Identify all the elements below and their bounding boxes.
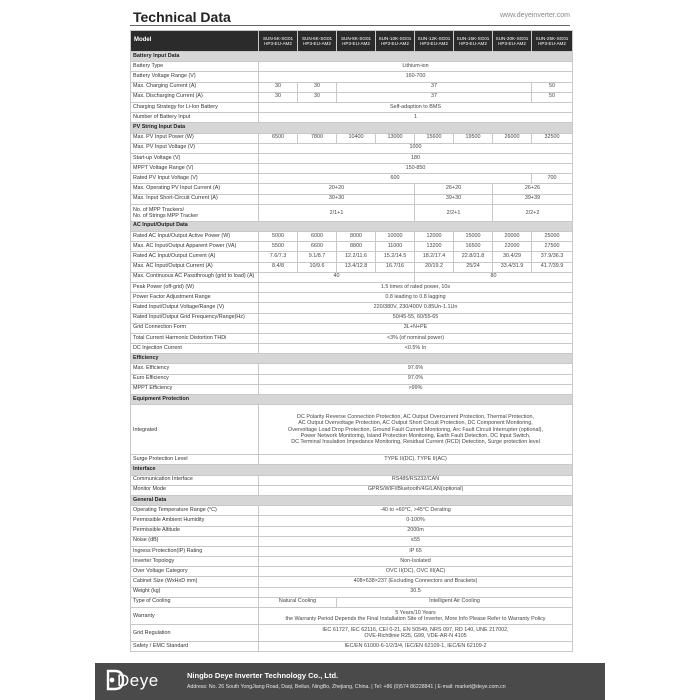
website-url[interactable]: www.deyeinverter.com [499,12,570,19]
section-title: AC Input/Output Data [131,221,573,231]
spec-value: 10000 [376,232,415,242]
section-title: PV String Input Data [131,123,573,133]
model-name: SUN-15K-SG01 HP3-EU-AM2 [454,31,493,52]
spec-label: Over Voltage Category [131,567,259,577]
spec-row [131,536,573,546]
spec-value: >99% [259,384,573,394]
spec-label: Surge Protection Level [131,455,259,465]
spec-value: 37 [337,92,532,102]
spec-value: 20+20 [259,184,415,194]
spec-value: 22.8/21.8 [454,252,493,262]
spec-label: Number of Battery Input [131,113,259,123]
spec-value: 30 [298,92,337,102]
spec-row [131,293,573,303]
spec-label: MPPT Voltage Range (V) [131,164,259,174]
spec-value: 7.6/7.3 [259,252,298,262]
model-header-row [131,31,573,52]
spec-value: 25000 [532,232,573,242]
spec-label: Max. Efficiency [131,364,259,374]
spec-value: 80 [415,272,573,282]
spec-value: 6500 [259,133,298,143]
spec-value: 2/1+1 [259,204,415,221]
spec-row [131,303,573,313]
spec-value: 700 [532,174,573,184]
spec-value: DC Polarity Reverse Connection Protection, AC Output Overcurrent Protection, Thermal Protection, AC Output Overvoltage Protection, AC Output Short Circuit Protection, DC Component Monitoring, Overvoltage Load Drop Protection, Ground Fault Current Monitoring, Arc Fault Circuit Interrupter (optional), Power Network Monitoring, Island Protection Monitoring, Earth Fault Detection, DC Input Switch, DC Terminal Insulation Impedance Monitoring, Residual Current (RCD) Detection, Surge protection level [259,405,573,455]
spec-value: 2/2+2 [493,204,573,221]
spec-value: 22000 [493,242,532,252]
spec-label: Max. Discharging Current (A) [131,92,259,102]
spec-label: Max. AC Input/Output Current (A) [131,262,259,272]
model-name: SUN-8K-SG01 HP3-EU-AM2 [337,31,376,52]
model-header-label: Model [131,31,259,52]
section-title: Efficiency [131,354,573,364]
spec-row [131,174,573,184]
spec-value: IP 65 [259,546,573,556]
spec-label: Euro Efficiency [131,374,259,384]
spec-value: 8.4/8 [259,262,298,272]
spec-value: TYPE II(DC), TYPE II(AC) [259,455,573,465]
spec-value: RS485/RS232/CAN [259,475,573,485]
spec-label: Total Current Harmonic Distortion THDi [131,333,259,343]
spec-value: 2000m [259,526,573,536]
section-header-row [131,465,573,475]
spec-value: 39+39 [493,194,573,204]
spec-label: Start-up Voltage (V) [131,153,259,163]
spec-value: 8000 [337,232,376,242]
spec-row [131,62,573,72]
spec-label: Peak Power (off-grid) (W) [131,282,259,292]
spec-label: Grid Connection Form [131,323,259,333]
spec-value: 9.1/8.7 [298,252,337,262]
spec-value: 50 [532,82,573,92]
spec-value: 180 [259,153,573,163]
spec-label: Grid Regulation [131,625,259,642]
spec-row [131,252,573,262]
spec-value: 13.4/12.8 [337,262,376,272]
spec-label: Rated PV Input Voltage (V) [131,174,259,184]
spec-row [131,282,573,292]
spec-row [131,506,573,516]
spec-row [131,82,573,92]
spec-label: Battery Voltage Range (V) [131,72,259,82]
spec-value: 27500 [532,242,573,252]
spec-label: Rated AC Input/Output Active Power (W) [131,232,259,242]
spec-value: 20000 [493,232,532,242]
spec-row [131,204,573,221]
spec-value: 39+30 [415,194,493,204]
section-header-row [131,123,573,133]
spec-value: 8800 [337,242,376,252]
spec-row [131,475,573,485]
spec-value: 11000 [376,242,415,252]
spec-value: 12.2/11.6 [337,252,376,262]
model-name: SUN-20K-SG01 HP3-EU-AM2 [493,31,532,52]
technical-data-table [130,30,573,652]
model-name: SUN-10K-SG01 HP3-EU-AM2 [376,31,415,52]
spec-value: 600 [259,174,532,184]
spec-row [131,262,573,272]
spec-value: 26000 [493,133,532,143]
spec-value: 0.8 leading to 0.8 lagging [259,293,573,303]
spec-value: 41.7/39.9 [532,262,573,272]
spec-value: 97.0% [259,374,573,384]
spec-value: 30.5 [259,587,573,597]
spec-row [131,567,573,577]
spec-value: 20/19.2 [415,262,454,272]
spec-label: Cabinet Size (WxHxD mm) [131,577,259,587]
spec-value: 1000 [259,143,573,153]
spec-value: 5500 [259,242,298,252]
spec-row [131,526,573,536]
spec-row [131,485,573,495]
spec-row [131,405,573,455]
spec-value: OVC II(DC), OVC III(AC) [259,567,573,577]
section-title: Battery Input Data [131,52,573,62]
page-title: Technical Data [133,9,231,25]
spec-label: Battery Type [131,62,259,72]
company-address: Address: No. 26 South YongJiang Road, Daqi, Beilun, NingBo, Zhejiang, China. | Tel: +86 (0)574 86228841 | E-mail: market@deye.com.cn [187,684,506,690]
spec-value: IEC 61727, IEC 62116, CEI 0-21, EN 50549, NRS 097, RD 140, UNE 217002, OVE-Richtlinie R25, G99, VDE-AR-N 4105 [259,625,573,642]
deye-logo-text: Deye [117,671,159,690]
spec-value: Self-adaption to BMS [259,102,573,112]
spec-value: 3L+N+PE [259,323,573,333]
spec-value: 5 Years/10 Years the Warranty Period Depends the Final Installation Site of Inverter, More Info Please Refer to Warranty Policy [259,608,573,625]
spec-row [131,143,573,153]
spec-value: 150-850 [259,164,573,174]
spec-value: 408×638×237 (Excluding Connectors and Brackets) [259,577,573,587]
company-footer [95,663,605,700]
section-header-row [131,52,573,62]
spec-row [131,272,573,282]
spec-value: IEC/EN 61000-6-1/2/3/4, IEC/EN 62109-1, IEC/EN 62109-2 [259,642,573,652]
spec-value: 10400 [337,133,376,143]
spec-row [131,242,573,252]
spec-row [131,164,573,174]
spec-value: Lithium-ion [259,62,573,72]
spec-value: 50 [532,92,573,102]
spec-row [131,516,573,526]
section-title: Equipment Protection [131,395,573,405]
spec-label: Max. AC Input/Output Apparent Power (VA) [131,242,259,252]
spec-value: 37.9/36.3 [532,252,573,262]
company-name: Ningbo Deye Inverter Technology Co., Ltd. [187,671,339,680]
section-header-row [131,221,573,231]
spec-label: DC Injection Current [131,344,259,354]
spec-value: 50/45-55, 60/55-65 [259,313,573,323]
spec-value: 15600 [415,133,454,143]
spec-value: GPRS/WIFI/Bluetooth/4G/LAN(optional) [259,485,573,495]
spec-value: <0.5% In [259,344,573,354]
spec-label: Monitor Mode [131,485,259,495]
spec-row [131,232,573,242]
spec-label: Max. PV Input Voltage (V) [131,143,259,153]
spec-label: Power Factor Adjustment Range [131,293,259,303]
spec-row [131,374,573,384]
spec-table-body [131,52,573,652]
spec-row [131,608,573,625]
spec-row [131,546,573,556]
spec-value: 13000 [376,133,415,143]
spec-row [131,642,573,652]
spec-value: 6600 [298,242,337,252]
spec-label: Communication Interface [131,475,259,485]
spec-value: 2/2+1 [415,204,493,221]
spec-label: Max. Input Short-Circuit Current (A) [131,194,259,204]
spec-value: 16500 [454,242,493,252]
spec-label: Max. Continuous AC Passthrough (grid to load) (A) [131,272,259,282]
spec-label: Max. PV Input Power (W) [131,133,259,143]
spec-label: Safety / EMC Standard [131,642,259,652]
spec-value: Natural Cooling [259,597,337,607]
section-header-row [131,354,573,364]
spec-row [131,455,573,465]
spec-row [131,72,573,82]
spec-label: Max. Operating PV Input Current (A) [131,184,259,194]
header-divider [130,25,570,26]
spec-value: 7800 [298,133,337,143]
spec-value: 37 [337,82,532,92]
spec-label: Charging Strategy for Li-Ion Battery [131,102,259,112]
spec-value: 1 [259,113,573,123]
model-name: SUN-12K-SG01 HP3-EU-AM2 [415,31,454,52]
spec-value: 10/9.6 [298,262,337,272]
spec-row [131,344,573,354]
spec-value: 30 [259,82,298,92]
spec-value: 26+26 [493,184,573,194]
spec-label: Inverter Topology [131,557,259,567]
section-header-row [131,395,573,405]
spec-label: Integrated [131,405,259,455]
spec-row [131,384,573,394]
spec-value: 25/24 [454,262,493,272]
spec-row [131,313,573,323]
spec-value: 30 [298,82,337,92]
spec-value: 18.2/17.4 [415,252,454,262]
spec-value: 32500 [532,133,573,143]
spec-value: -40 to +60°C, >45°C Derating [259,506,573,516]
spec-row [131,597,573,607]
spec-value: 0-100% [259,516,573,526]
spec-value: 15000 [454,232,493,242]
spec-label: Weight (kg) [131,587,259,597]
section-title: General Data [131,495,573,505]
section-title: Interface [131,465,573,475]
spec-label: Rated AC Input/Output Current (A) [131,252,259,262]
spec-row [131,364,573,374]
spec-label: No. of MPP Trackers/ No. of Strings MPP Tracker [131,204,259,221]
spec-value: 160-700 [259,72,573,82]
spec-value: 97.6% [259,364,573,374]
spec-value: 15.2/14.5 [376,252,415,262]
model-name: SUN-6K-SG01 HP3-EU-AM2 [298,31,337,52]
spec-label: Ingress Protection(IP) Rating [131,546,259,556]
spec-row [131,133,573,143]
spec-row [131,92,573,102]
spec-value: 19500 [454,133,493,143]
spec-label: Noise (dB) [131,536,259,546]
spec-value: <3% (of nominal power) [259,333,573,343]
spec-label: MPPT Efficiency [131,384,259,394]
model-name: SUN-5K-SG01 HP3-EU-AM2 [259,31,298,52]
spec-value: Non-Isolated [259,557,573,567]
spec-value: 5000 [259,232,298,242]
spec-row [131,184,573,194]
spec-row [131,153,573,163]
spec-row [131,557,573,567]
spec-value: 33.4/31.9 [493,262,532,272]
spec-row [131,577,573,587]
spec-value: 12000 [415,232,454,242]
spec-value: 16.7/16 [376,262,415,272]
spec-value: ≤55 [259,536,573,546]
spec-row [131,102,573,112]
spec-value: 220/380V, 230/400V 0.85Un-1.1Un [259,303,573,313]
spec-value: 13200 [415,242,454,252]
spec-label: Permissible Ambient Humidity [131,516,259,526]
spec-label: Operating Temperature Range (°C) [131,506,259,516]
spec-label: Warranty [131,608,259,625]
spec-row [131,587,573,597]
spec-label: Permissible Altitude [131,526,259,536]
spec-row [131,333,573,343]
spec-label: Max. Charging Current (A) [131,82,259,92]
spec-value: 30.4/29 [493,252,532,262]
spec-value: Intelligent Air Cooling [337,597,573,607]
model-name: SUN-25K-SG01 HP3-EU-AM2 [532,31,573,52]
spec-row [131,323,573,333]
spec-value: 1.5 times of rated power, 10s [259,282,573,292]
spec-row [131,625,573,642]
spec-row [131,194,573,204]
section-header-row [131,495,573,505]
spec-label: Rated Input/Output Voltage/Range (V) [131,303,259,313]
spec-value: 6000 [298,232,337,242]
spec-row [131,113,573,123]
spec-value: 26+20 [415,184,493,194]
spec-value: 40 [259,272,415,282]
spec-value: 30+30 [259,194,415,204]
spec-label: Type of Cooling [131,597,259,607]
spec-value: 30 [259,92,298,102]
spec-label: Rated Input/Output Grid Frequency/Range(Hz) [131,313,259,323]
